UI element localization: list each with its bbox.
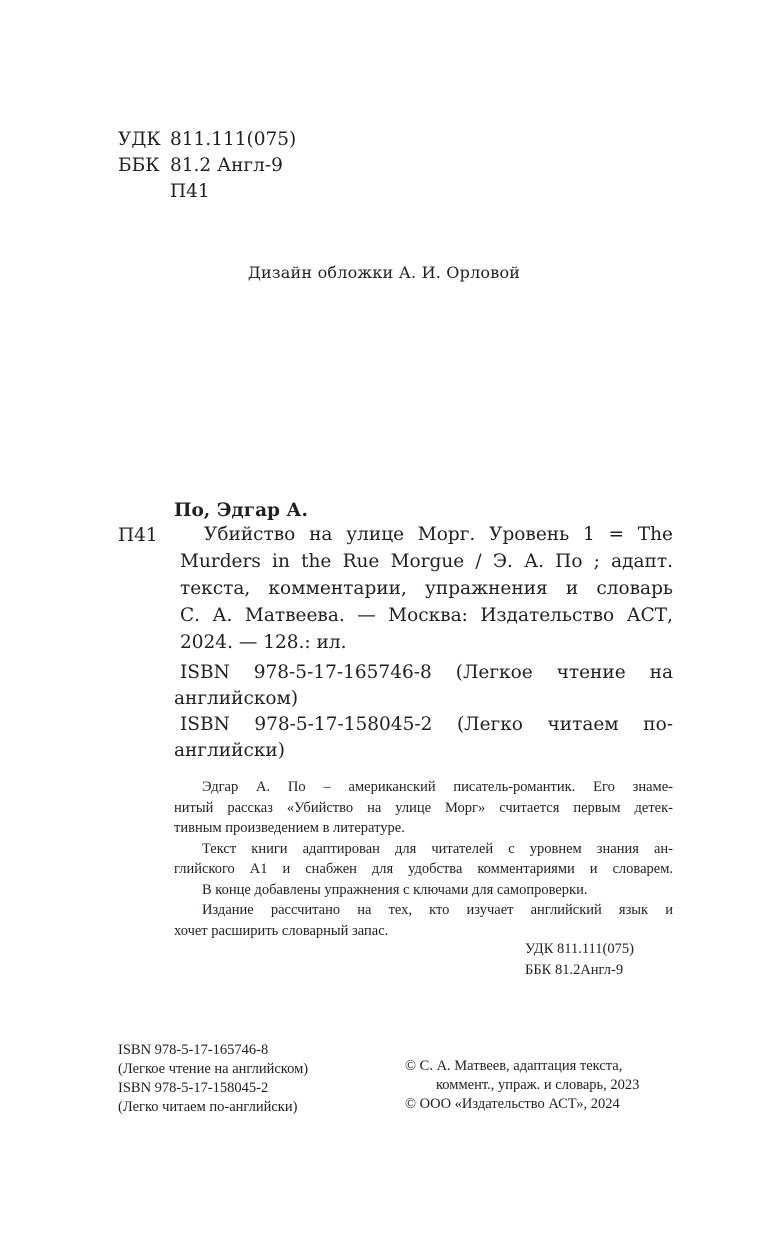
description-line: Murders in the Rue Morgue / Э. А. По ; адапт. [180, 551, 673, 572]
bbk-value: 81.2 Англ-9 [170, 155, 283, 176]
isbn-line: английском) [174, 688, 299, 709]
bbk-code: ББК 81.2Англ-9 [525, 962, 624, 978]
bbk-row [118, 153, 296, 179]
isbn-line: ISBN 978-5-17-165746-8 (Легкое чтение на [180, 662, 673, 683]
isbn-list [118, 1041, 308, 1117]
isbn-item: ISBN 978-5-17-158045-2 [118, 1080, 269, 1096]
copyright-line: коммент., упраж. и словарь, 2023 [436, 1077, 640, 1093]
copyright-notice [405, 1057, 639, 1114]
isbn-item: ISBN 978-5-17-165746-8 [118, 1042, 269, 1058]
classification-codes-right [525, 939, 634, 981]
isbn-series: (Легко читаем по-английски) [118, 1099, 298, 1115]
entry-isbn-block [174, 660, 673, 764]
annotation-line: хочет расширить словарный запас. [174, 922, 389, 939]
udk-row [118, 127, 296, 153]
udk-code: УДК 811.111(075) [525, 941, 634, 957]
annotation-line: Издание рассчитано на тех, кто изучает английский язык и [202, 902, 673, 918]
entry-author: По, Эдгар А. [174, 500, 308, 521]
annotation [174, 777, 673, 941]
isbn-line: ISBN 978-5-17-158045-2 (Легко читаем по- [180, 714, 673, 735]
entry-author-mark: П41 [118, 525, 158, 546]
isbn-line: английски) [174, 740, 285, 761]
copyright-line: © ООО «Издательство АСТ», 2024 [405, 1096, 620, 1112]
description-line: 2024. — 128.: ил. [180, 632, 347, 653]
description-line: текста, комментарии, упражнения и словарь [180, 578, 673, 599]
bbk-label: ББК [118, 155, 160, 176]
annotation-line: В конце добавлены упражнения с ключами для самопроверки. [202, 881, 588, 898]
annotation-line: Эдгар А. По – американский писатель-романтик. Его знаме- [202, 779, 673, 795]
isbn-series: (Легкое чтение на английском) [118, 1061, 309, 1077]
entry-description [180, 521, 673, 656]
description-line: Убийство на улице Морг. Уровень 1 = The [204, 524, 673, 545]
annotation-line: Текст книги адаптирован для читателей с уровнем знания ан- [202, 840, 673, 857]
author-mark: П41 [170, 181, 210, 202]
classification-block [118, 127, 296, 205]
annotation-line: глийского А1 и снабжен для удобства комментариями и словарем. [174, 861, 673, 877]
description-line: С. А. Матвеева. — Москва: Издательство АСТ, [180, 605, 673, 626]
udk-value: 811.111(075) [170, 129, 297, 150]
udk-label: УДК [118, 129, 161, 150]
cover-designer-credit: Дизайн обложки А. И. Орловой [247, 263, 521, 282]
annotation-line: тивным произведением в литературе. [174, 820, 405, 836]
copyright-line: © С. А. Матвеев, адаптация текста, [405, 1058, 623, 1074]
annotation-line: нитый рассказ «Убийство на улице Морг» считается первым детек- [174, 799, 673, 816]
